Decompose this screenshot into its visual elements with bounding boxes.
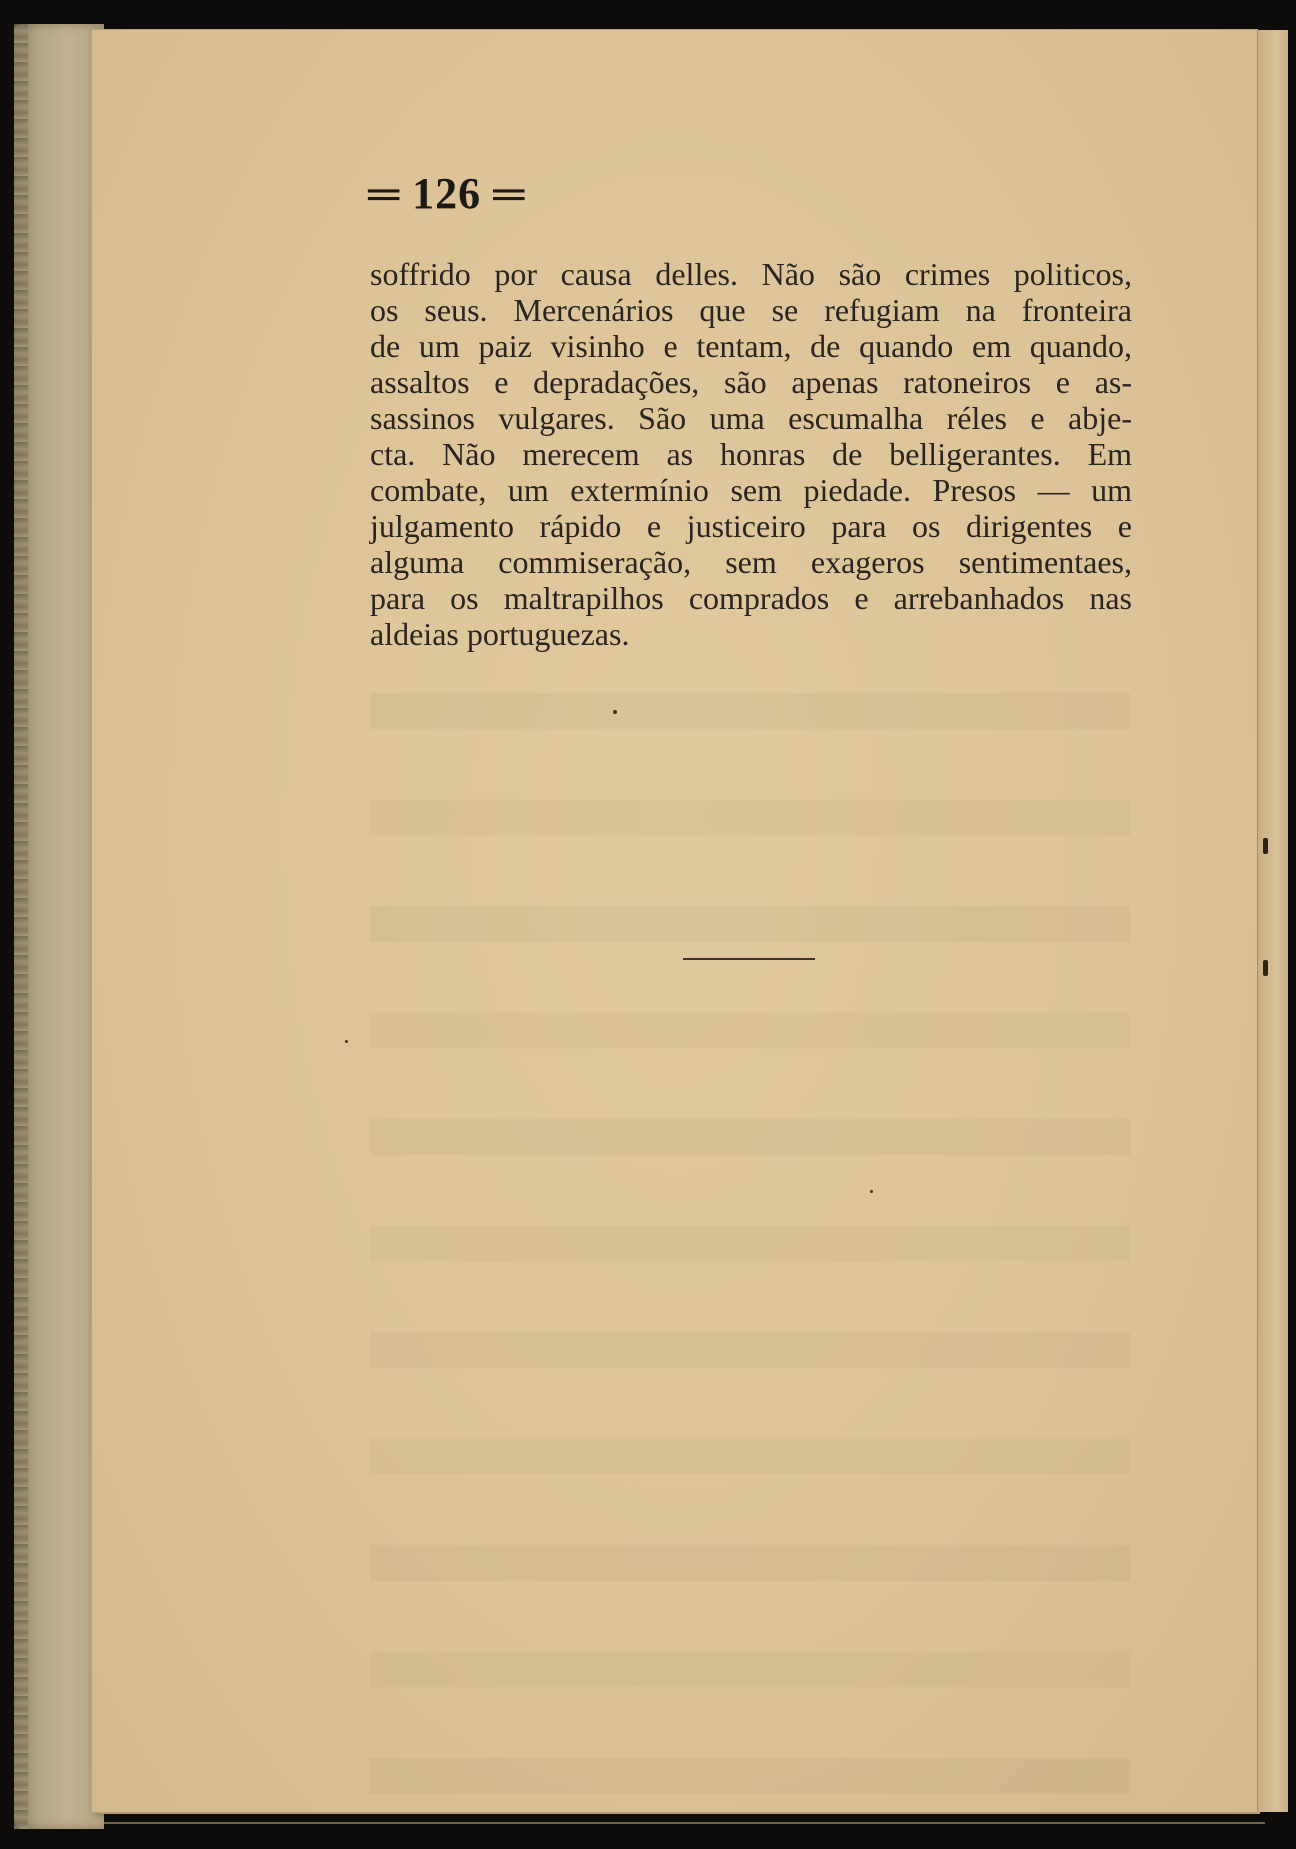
text-line: alguma commiseração, sem exageros sentimentaes, bbox=[370, 544, 1132, 580]
text-line: sassinos vulgares. São uma escumalha réles e abje- bbox=[370, 400, 1132, 436]
next-leaf-edge bbox=[1257, 30, 1288, 1812]
previous-leaf-edge bbox=[14, 24, 104, 1829]
reverse-side-show-through bbox=[370, 622, 1130, 1849]
text-line: os seus. Mercenários que se refugiam na fronteira bbox=[370, 292, 1132, 328]
text-line: assaltos e depradações, são apenas ratoneiros e as- bbox=[370, 364, 1132, 400]
text-line: de um paiz visinho e tentam, de quando em quando, bbox=[370, 328, 1132, 364]
binding-mark bbox=[1263, 838, 1268, 854]
page-number: ═ 126 ═ bbox=[368, 169, 526, 218]
binding-mark bbox=[1263, 960, 1268, 976]
text-line: cta. Não merecem as honras de belligerantes. Em bbox=[370, 436, 1132, 472]
text-line: julgamento rápido e justiceiro para os dirigentes e bbox=[370, 508, 1132, 544]
paper-speck bbox=[345, 1040, 348, 1043]
text-line: para os maltrapilhos comprados e arrebanhados nas bbox=[370, 580, 1132, 616]
text-line: combate, um extermínio sem piedade. Presos — um bbox=[370, 472, 1132, 508]
paper-speck bbox=[870, 1190, 873, 1193]
section-end-rule bbox=[683, 958, 815, 960]
paper-speck bbox=[613, 710, 617, 714]
text-line: aldeias portuguezas. bbox=[370, 616, 630, 652]
text-line: soffrido por causa delles. Não são crimes politicos, bbox=[370, 256, 1132, 292]
body-paragraph bbox=[370, 256, 1132, 652]
